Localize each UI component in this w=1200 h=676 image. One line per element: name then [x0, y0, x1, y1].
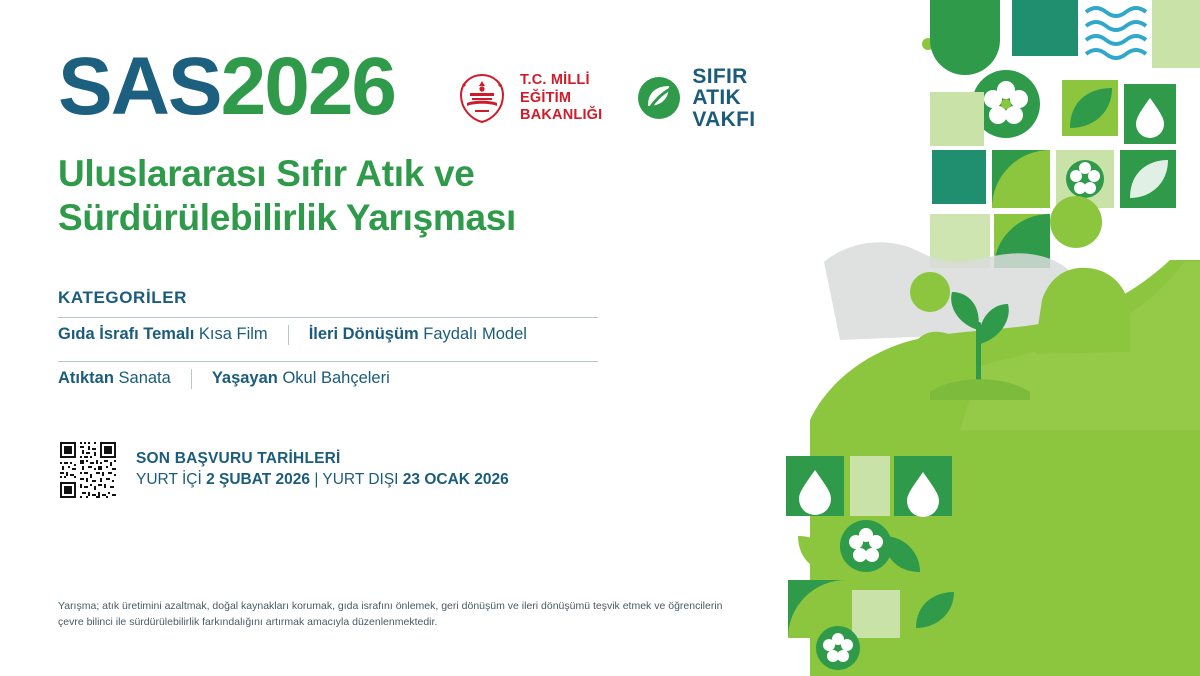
subtitle-line-1: Uluslararası Sıfır Atık ve [58, 153, 475, 195]
category-rest: Sanata [118, 369, 171, 388]
category-bold: Yaşayan [211, 369, 278, 388]
categories-vertical-divider [288, 325, 289, 345]
title-and-logos-row [58, 41, 758, 132]
deadline-dates [136, 470, 509, 491]
foundation-logo-line1: SIFIR ATIK [692, 65, 748, 110]
abroad-label: YURT DIŞI [322, 470, 399, 488]
category-item [58, 369, 171, 388]
categories-row-2 [58, 362, 758, 396]
poster-subtitle [58, 152, 758, 239]
zero-waste-leaf-mark-icon [636, 75, 682, 121]
category-item [58, 325, 268, 344]
categories-row-1 [58, 318, 758, 352]
category-bold: Gıda İsrafı Temalı [58, 325, 195, 344]
brand-title-main: SAS [58, 41, 221, 132]
logo-group [453, 66, 758, 130]
brand-title-year: 2026 [220, 41, 396, 132]
brand-title [58, 41, 396, 132]
category-rest: Okul Bahçeleri [282, 369, 390, 388]
meb-emblem-icon [453, 69, 511, 127]
qr-code-icon[interactable] [58, 440, 118, 500]
category-item [212, 369, 390, 388]
abroad-date: 23 OCAK 2026 [402, 470, 509, 488]
footnote [58, 598, 738, 631]
deadline-title: SON BAŞVURU TARİHLERİ [136, 449, 341, 467]
deadline-section [58, 440, 758, 500]
foundation-logo-line2: VAKFI [692, 107, 756, 131]
category-rest: Faydalı Model [423, 325, 527, 344]
subtitle-line-2: Sürdürülebilirlik Yarışması [58, 196, 517, 238]
category-bold: Atıktan [58, 369, 114, 388]
category-item [309, 325, 527, 344]
ministry-logo-text [520, 72, 602, 123]
domestic-label: YURT İÇİ [136, 470, 202, 488]
zero-waste-pattern-and-planting-hand-illustration [780, 0, 1200, 676]
category-rest: Kısa Film [198, 325, 268, 344]
footnote-line-2: çevre bilinci ile sürdürülebilirlik farkındalığını artırmak amacıyla düzenlenmektedir. [58, 616, 438, 629]
foundation-logo [636, 66, 758, 130]
category-bold: İleri Dönüşüm [308, 325, 419, 344]
dates-separator: | [314, 470, 319, 488]
poster-content [58, 41, 758, 500]
domestic-date: 2 ŞUBAT 2026 [206, 470, 311, 488]
foundation-logo-text [692, 66, 758, 130]
footnote-line-1: Yarışma; atık üretimini azaltmak, doğal kaynakları korumak, gıda israfını önlemek, geri dönüşüm ve ileri dönüşümü teşvik etmek ve öğrencilerin [58, 600, 723, 612]
decorative-artwork [780, 0, 1200, 676]
categories-vertical-divider [191, 369, 192, 389]
ministry-logo [453, 69, 602, 127]
categories-heading: KATEGORİLER [58, 287, 188, 307]
ministry-logo-line2: BAKANLIĞI [520, 106, 603, 123]
ministry-logo-line1: T.C. MİLLİ EĞİTİM [520, 72, 590, 106]
deadline-text-block [136, 449, 509, 491]
categories-section [58, 288, 758, 396]
